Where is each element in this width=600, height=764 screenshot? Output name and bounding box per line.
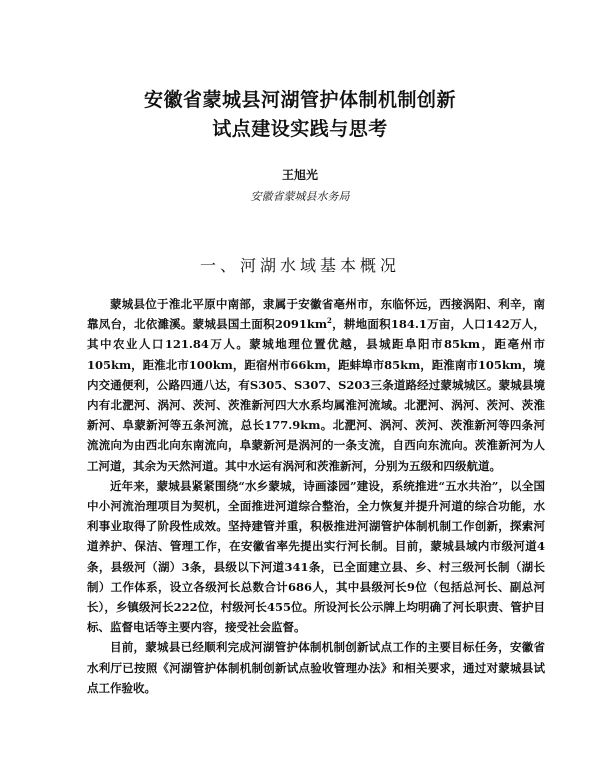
section-heading: 一、河湖水域基本概况 [199, 256, 400, 275]
superscript-2: 2 [327, 316, 332, 326]
paragraph-1 [87, 294, 545, 476]
paragraph-2: 近年来，蒙城县紧紧围绕“水乡蒙城，诗画漆园”建设，系统推进“五水共治”，以全国中小河流治理项目为契机，全面推进河道综合整治，全力恢复并提升河道的综合功能，水利事业取得了阶段性成效。坚持建管并重，积极推进河湖管护体制机制工作创新，探索河道养护、保洁、管理工作，在安徽省率先提出实行河长制。目前，蒙城县域内市级河道4条，县级河（湖）3条，县级以下河道341条，已全面建立县、乡、村三级河长制（湖长制）工作体系，设立各级河长总数合计686人，其中县级河长9位（包括总河长、副总河长），乡镇级河长222位，村级河长455位。所设河长公示牌上均明确了河长职责、管护目标、监督电话等主要内容，接受社会监督。 [87, 478, 545, 635]
paragraph-3: 目前，蒙城县已经顺利完成河湖管护体制机制创新试点工作的主要目标任务，安徽省水利厅已按照《河湖管护体制机制创新试点验收管理办法》和相关要求，通过对蒙城县试点工作验收。 [87, 640, 545, 695]
paragraph-1-part-b: ，耕地面积184.1万亩，人口142万人，其中农业人口121.84万人。蒙城地理位置优越，县城距阜阳市85km，距亳州市105km，距淮北市100km，距宿州市66km，距蚌埠市85km，距淮南市105km，境内交通便利，公路四通八达，有S305、S307、S203三条道路经过蒙城城区。蒙城县境内有北淝河、涡河、茨河、茨淮新河四大水系均属淮河流域。北淝河、涡河、茨河、茨淮新河、阜蒙新河等五条河流，总长177.9km。北淝河、涡河、茨河、茨淮新河等四条河流流向为由西北向东南流向，阜蒙新河是涡河的一条支流，自西向东流向。茨淮新河为人工河道，其余为天然河道。其中水运有涡河和茨淮新河，分别为五级和四级航道。 [87, 317, 545, 473]
author-name: 王旭光 [281, 168, 318, 182]
body-text [87, 294, 545, 698]
paragraph-1-part-a: 蒙城县位于淮北平原中南部，隶属于安徽省亳州市，东临怀远，西接涡阳、利辛，南靠凤台，北依濉溪。蒙城县国土面积2091km [87, 297, 545, 332]
author-affiliation: 安徽省蒙城县水务局 [250, 190, 350, 203]
title-line-2: 试点建设实践与思考 [212, 118, 388, 140]
title-line-1: 安徽省蒙城县河湖管护体制机制创新 [143, 89, 456, 111]
